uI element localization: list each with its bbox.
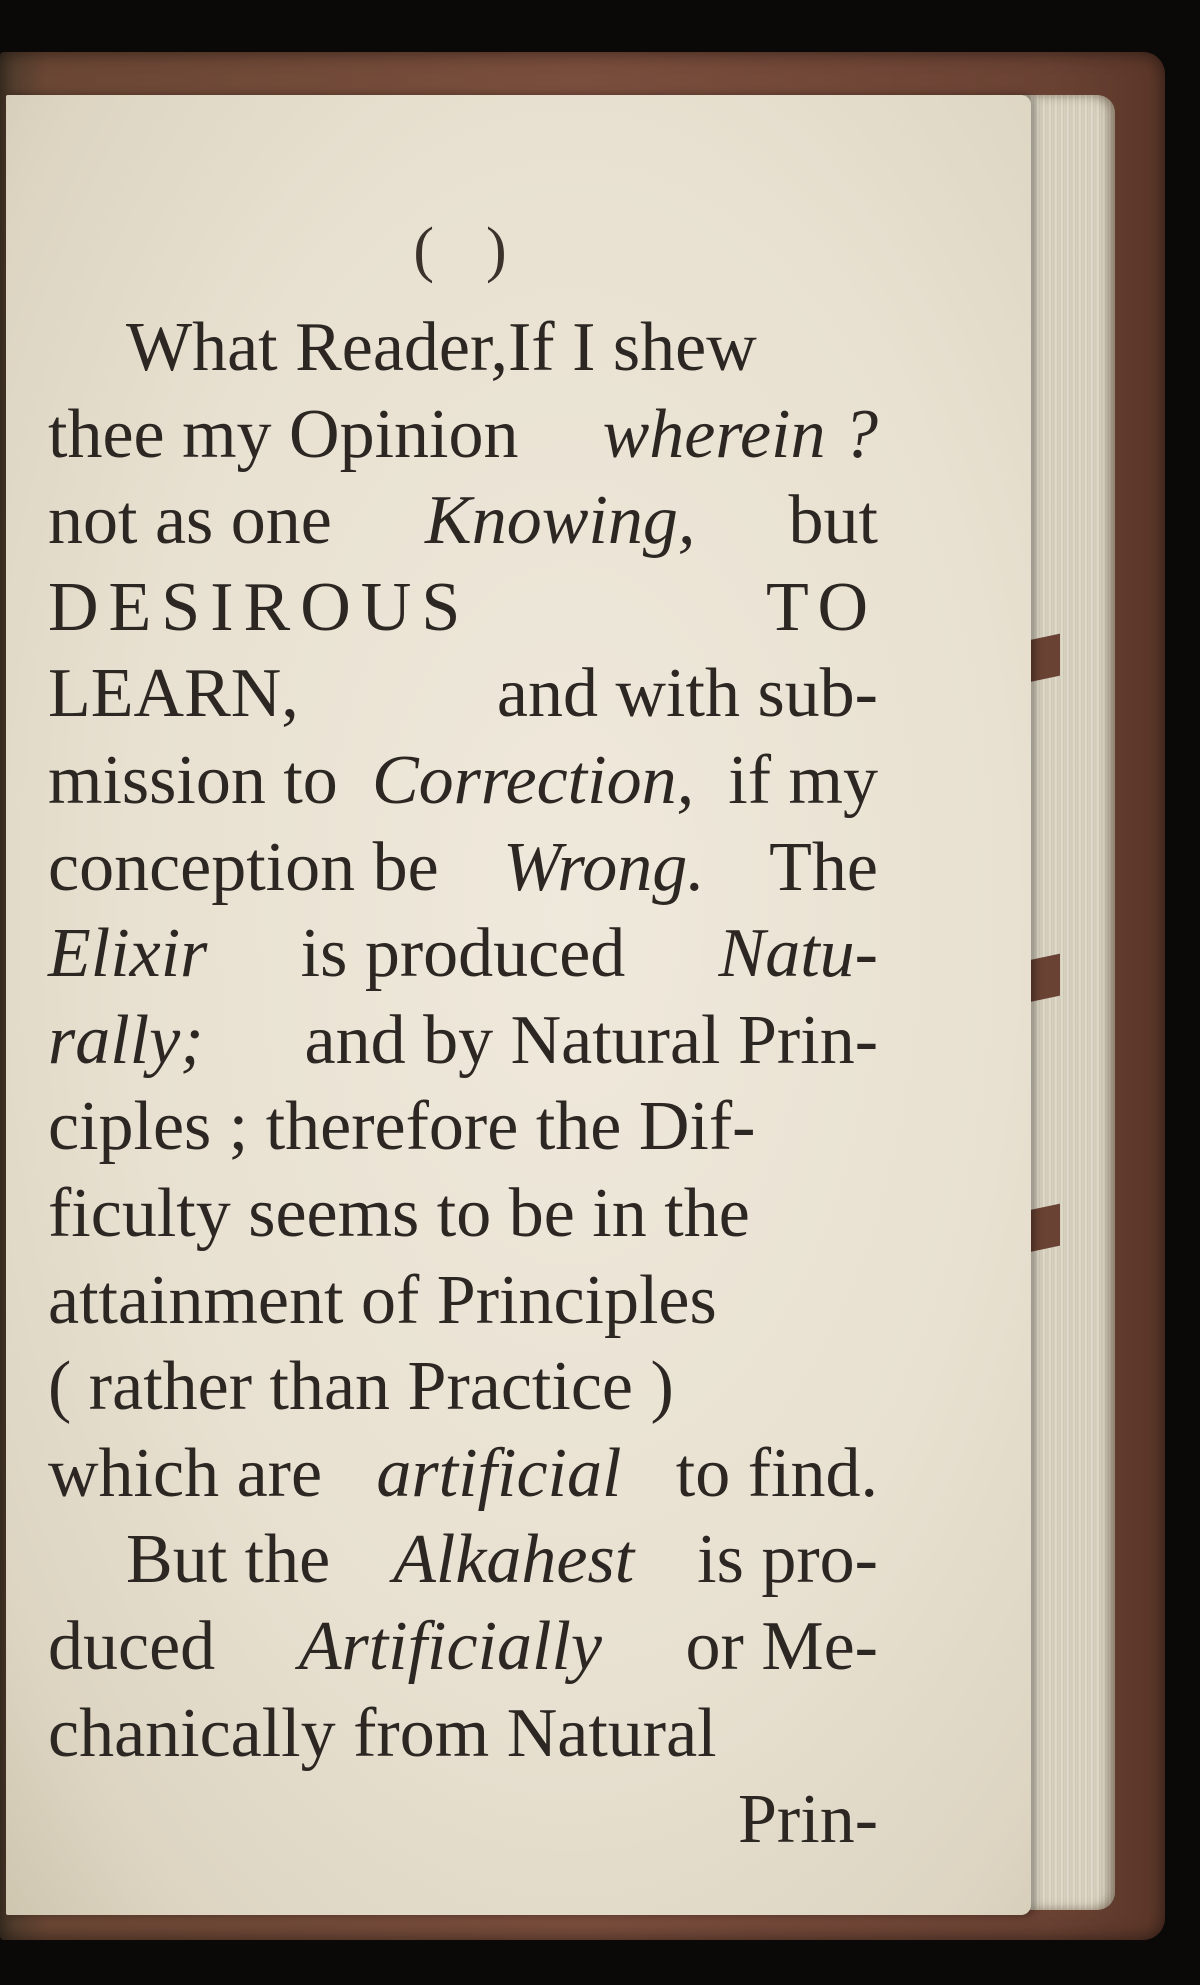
- text-segment: to find.: [675, 1434, 878, 1512]
- text-segment: is produced: [300, 915, 626, 993]
- text-segment: is pro-: [697, 1521, 878, 1599]
- italic-segment: Correction,: [371, 741, 695, 819]
- text-segment: if my: [728, 741, 878, 819]
- italic-segment: Artificially: [298, 1607, 602, 1685]
- text-segment: ficulty seems to be in the: [48, 1174, 750, 1252]
- text-line: [48, 1171, 878, 1258]
- italic-segment: Elixir: [48, 915, 208, 993]
- italic-segment: Knowing,: [425, 482, 696, 560]
- text-line: [48, 1084, 878, 1171]
- text-segment: chanically from Natural: [48, 1694, 717, 1772]
- text-segment: But the: [126, 1521, 331, 1599]
- page-number: [376, 215, 546, 286]
- catchword-line: [48, 1777, 878, 1864]
- text-segment: or Me-: [685, 1607, 878, 1685]
- text-line: [48, 825, 878, 912]
- text-segment: attainment of Principles: [48, 1261, 717, 1339]
- caps-segment: DESIROUS: [48, 568, 471, 646]
- text-segment: ( rather than Practice ): [48, 1348, 674, 1426]
- text-line: [48, 305, 878, 392]
- text-line: [48, 1604, 878, 1691]
- text-segment: thee my Opinion: [48, 395, 519, 473]
- caps-segment: TO: [765, 568, 878, 646]
- page-number-close: ): [486, 216, 509, 284]
- text-line: [48, 998, 878, 1085]
- text-segment: but: [788, 482, 878, 560]
- text-line: [48, 1344, 878, 1431]
- italic-segment: Alkahest: [393, 1521, 635, 1599]
- text-line: [48, 1691, 878, 1778]
- text-segment: and with sub-: [496, 655, 878, 733]
- text-line: [48, 911, 878, 998]
- text-line: [48, 392, 878, 479]
- text-segment: mission to: [48, 741, 338, 819]
- italic-segment: Wrong.: [503, 828, 705, 906]
- text-segment: The: [769, 828, 878, 906]
- text-segment: conception be: [48, 828, 439, 906]
- catchword: Prin-: [738, 1781, 878, 1859]
- text-line: [48, 651, 878, 738]
- text-line: [48, 565, 878, 652]
- text-segment: duced: [48, 1607, 216, 1685]
- italic-segment: rally;: [48, 1001, 204, 1079]
- text-line: [48, 1517, 878, 1604]
- text-segment: What Reader,If I shew: [126, 309, 757, 386]
- text-segment: ciples ; therefore the Dif-: [48, 1088, 756, 1166]
- italic-segment: artificial: [376, 1434, 622, 1512]
- text-line: [48, 478, 878, 565]
- text-line: [48, 1258, 878, 1345]
- text-segment: which are: [48, 1434, 323, 1512]
- text-line: [48, 738, 878, 825]
- italic-segment: Natu-: [718, 915, 878, 993]
- text-segment: not as one: [48, 482, 332, 560]
- text-segment: and by Natural Prin-: [304, 1001, 878, 1079]
- text-line: [48, 1431, 878, 1518]
- text-segment: LEARN,: [48, 655, 299, 733]
- book-page: [6, 95, 1031, 1915]
- italic-segment: wherein ?: [602, 395, 878, 473]
- body-text: [48, 305, 878, 1864]
- page-number-open: (: [413, 216, 436, 284]
